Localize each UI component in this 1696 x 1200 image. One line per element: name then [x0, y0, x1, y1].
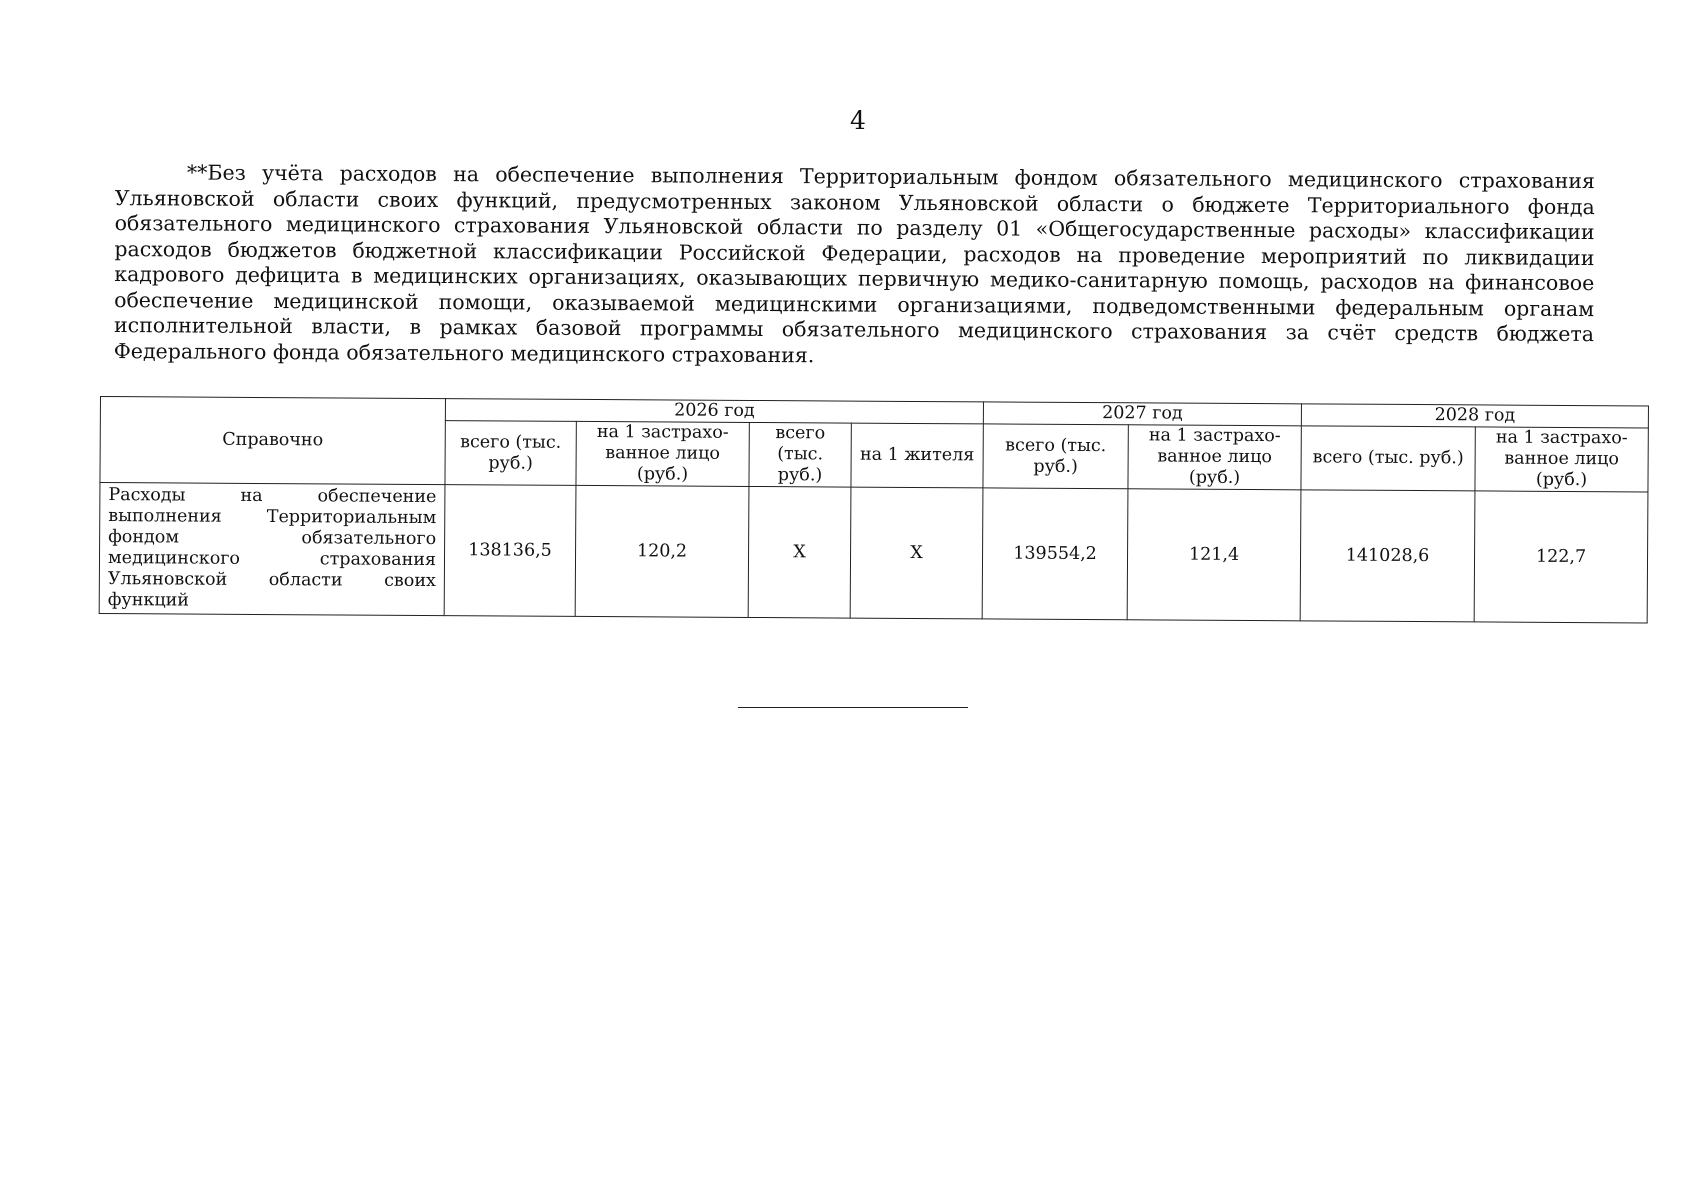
col-header-2028-per-insured: на 1 застрахо-ванное лицо (руб.)	[1475, 427, 1648, 492]
cell-2028-total: 141028,6	[1300, 490, 1475, 622]
table-row	[99, 483, 1648, 623]
cell-2026-total: 138136,5	[444, 485, 576, 617]
col-header-2027-per-insured: на 1 застрахо-ванное лицо (руб.)	[1128, 425, 1301, 490]
cell-2027-total: 139554,2	[982, 488, 1128, 620]
cell-2028-per-insured: 122,7	[1474, 491, 1648, 623]
year-header-2028: 2028 год	[1301, 404, 1648, 428]
col-header-2027-total: всего (тыс. руб.)	[983, 424, 1128, 489]
col-header-2026-total-2: всего (тыс. руб.)	[749, 422, 851, 487]
year-header-2026: 2026 год	[445, 399, 983, 424]
footnote	[114, 160, 1595, 373]
row-label: Расходы на обеспечение выполнения Территориальным фондом обязательного медицинского страхования Ульяновской области своих функций	[99, 483, 445, 616]
cell-2027-per-insured: 121,4	[1127, 489, 1301, 621]
page-number: 4	[850, 106, 866, 135]
corner-header: Справочно	[100, 397, 446, 485]
col-header-2028-total: всего (тыс. руб.)	[1301, 426, 1475, 491]
year-header-2027: 2027 год	[983, 402, 1301, 426]
col-header-2026-per-insured: на 1 застрахо-ванное лицо (руб.)	[576, 421, 749, 486]
cell-2026-per-insured: 120,2	[575, 485, 749, 617]
cell-2026-total-2: X	[748, 486, 851, 618]
col-header-2026-per-resident: на 1 жителя	[851, 423, 983, 488]
reference-table	[99, 396, 1649, 623]
col-header-2026-total: всего (тыс. руб.)	[445, 421, 576, 486]
cell-2026-per-resident: X	[850, 487, 983, 619]
separator-line	[738, 707, 968, 708]
footnote-text: **Без учёта расходов на обеспечение выполнения Территориальным фондом обязательного медицинского страхования Ульяновской области своих функций, предусмотренных законом Ульяновской области о бюджете Территориального фонда обязательного медицинского страхования Ульяновской области по разделу 01 «Общегосударственные расходы» классификации расходов бюджетов бюджетной классификации Российской Федерации, расходов на проведение мероприятий по ликвидации кадрового дефицита в медицинских организациях, оказывающих первичную медико-санитарную помощь, расходов на финансовое обеспечение медицинской помощи, оказываемой медицинскими организациями, подведомственными федеральным органам исполнительной власти, в рамках базовой программы обязательного медицинского страхования за счёт средств бюджета Федерального фонда обязательного медицинского страхования.	[113, 160, 1595, 367]
